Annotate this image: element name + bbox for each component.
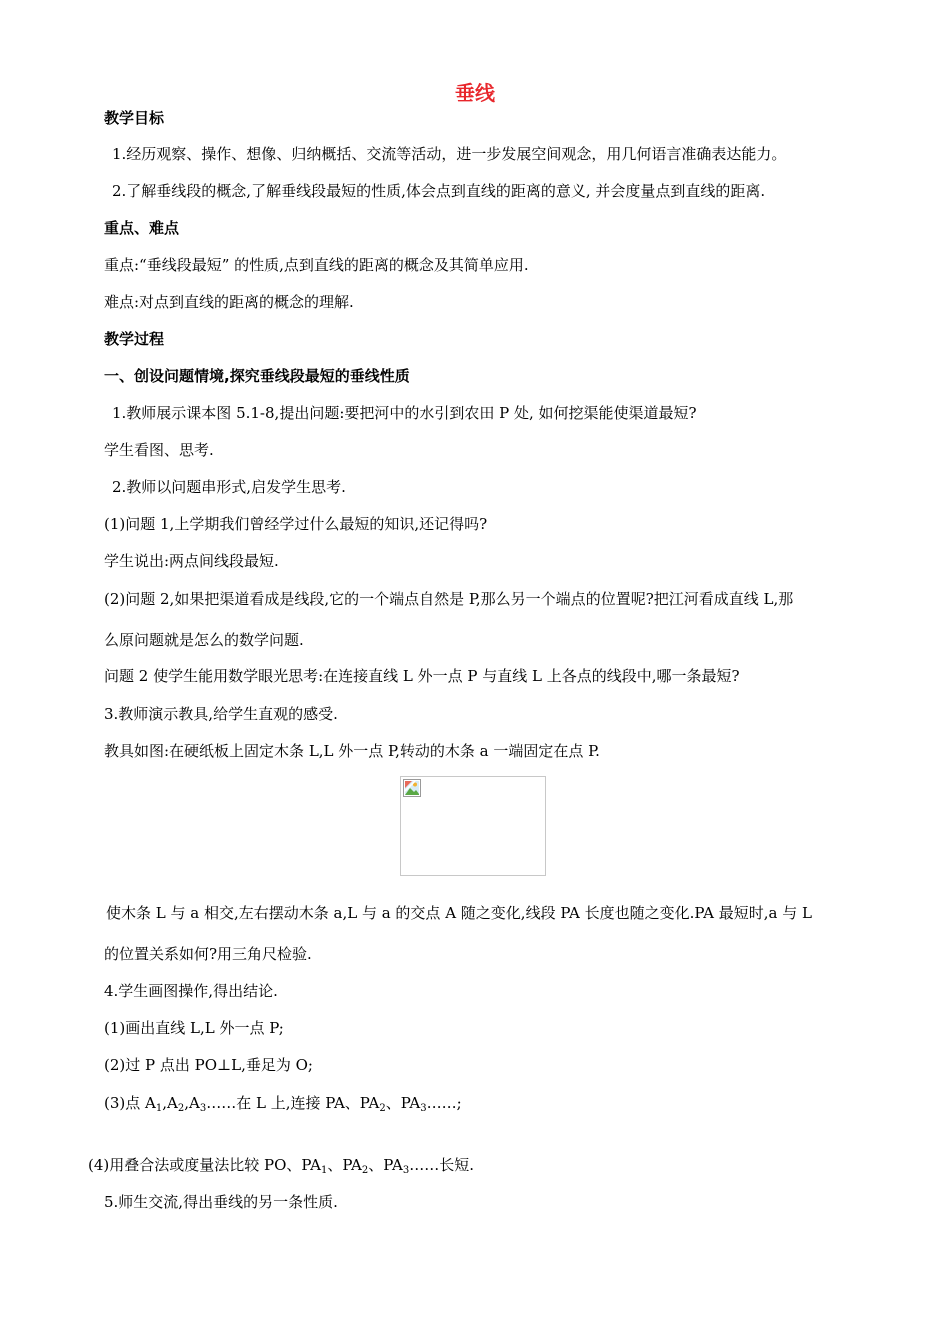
key-point: 重点:“垂线段最短” 的性质,点到直线的距离的概念及其简单应用. (104, 256, 529, 274)
goal-1: 1.经历观察、操作、想像、归纳概括、交流等活动，进一步发展空间观念，用几何语言准确表达能力。 (112, 145, 787, 163)
paragraph-14: (1)画出直线 L,L 外一点 P; (104, 1019, 284, 1037)
paragraph-15: (2)过 P 点出 PO⊥L,垂足为 O; (104, 1056, 313, 1074)
paragraph-18: 5.师生交流,得出垂线的另一条性质. (104, 1193, 338, 1211)
hard-point: 难点:对点到直线的距离的概念的理解. (104, 293, 354, 311)
paragraph-7: 么原问题就是怎么的数学问题. (104, 631, 304, 649)
paragraph-8: 问题 2 使学生能用数学眼光思考:在连接直线 L 外一点 P 与直线 L 上各点的线段中,哪一条最短? (104, 667, 740, 685)
paragraph-3: 2.教师以问题串形式,启发学生思考. (112, 478, 346, 496)
paragraph-13: 4.学生画图操作,得出结论. (104, 982, 278, 1000)
process-heading: 教学过程 (104, 330, 165, 348)
page-title: 垂线 (455, 81, 495, 105)
paragraph-16: (3)点 $A_1,A_2,A_3\dots\dots$在 L 上,连接 PA、$PA_2$、$PA_3\dots\dots$; (104, 1094, 462, 1114)
paragraph-5: 学生说出:两点间线段最短. (104, 552, 279, 570)
paragraph-6: (2)问题 2,如果把渠道看成是线段,它的一个端点自然是 P,那么另一个端点的位置呢?把江河看成直线 L,那 (104, 590, 794, 608)
broken-image-icon (403, 779, 421, 797)
paragraph-1: 1.教师展示课本图 5.1-8,提出问题:要把河中的水引到农田 P 处, 如何挖渠能使渠道最短? (112, 404, 697, 422)
part1-heading: 一、创设问题情境,探究垂线段最短的垂线性质 (104, 367, 410, 385)
paragraph-9: 3.教师演示教具,给学生直观的感受. (104, 705, 338, 723)
paragraph-2: 学生看图、思考. (104, 441, 214, 459)
paragraph-11: 使木条 L 与 a 相交,左右摆动木条 a,L 与 a 的交点 A 随之变化,线段 PA 长度也随之变化.PA 最短时,a 与 L (106, 904, 812, 922)
figure-placeholder (400, 776, 546, 876)
paragraph-10: 教具如图:在硬纸板上固定木条 L,L 外一点 P,转动的木条 a 一端固定在点 P. (104, 742, 600, 760)
key-heading: 重点、难点 (104, 219, 180, 237)
goals-heading: 教学目标 (104, 109, 165, 127)
paragraph-4: (1)问题 1,上学期我们曾经学过什么最短的知识,还记得吗? (104, 515, 488, 533)
paragraph-12: 的位置关系如何?用三角尺检验. (104, 945, 312, 963)
paragraph-17: (4)用叠合法或度量法比较 PO、$PA_1$、$PA_2$、$PA_3\dots\dots$长短. (88, 1156, 474, 1176)
goal-2: 2.了解垂线段的概念,了解垂线段最短的性质,体会点到直线的距离的意义, 并会度量点到直线的距离. (112, 182, 766, 200)
